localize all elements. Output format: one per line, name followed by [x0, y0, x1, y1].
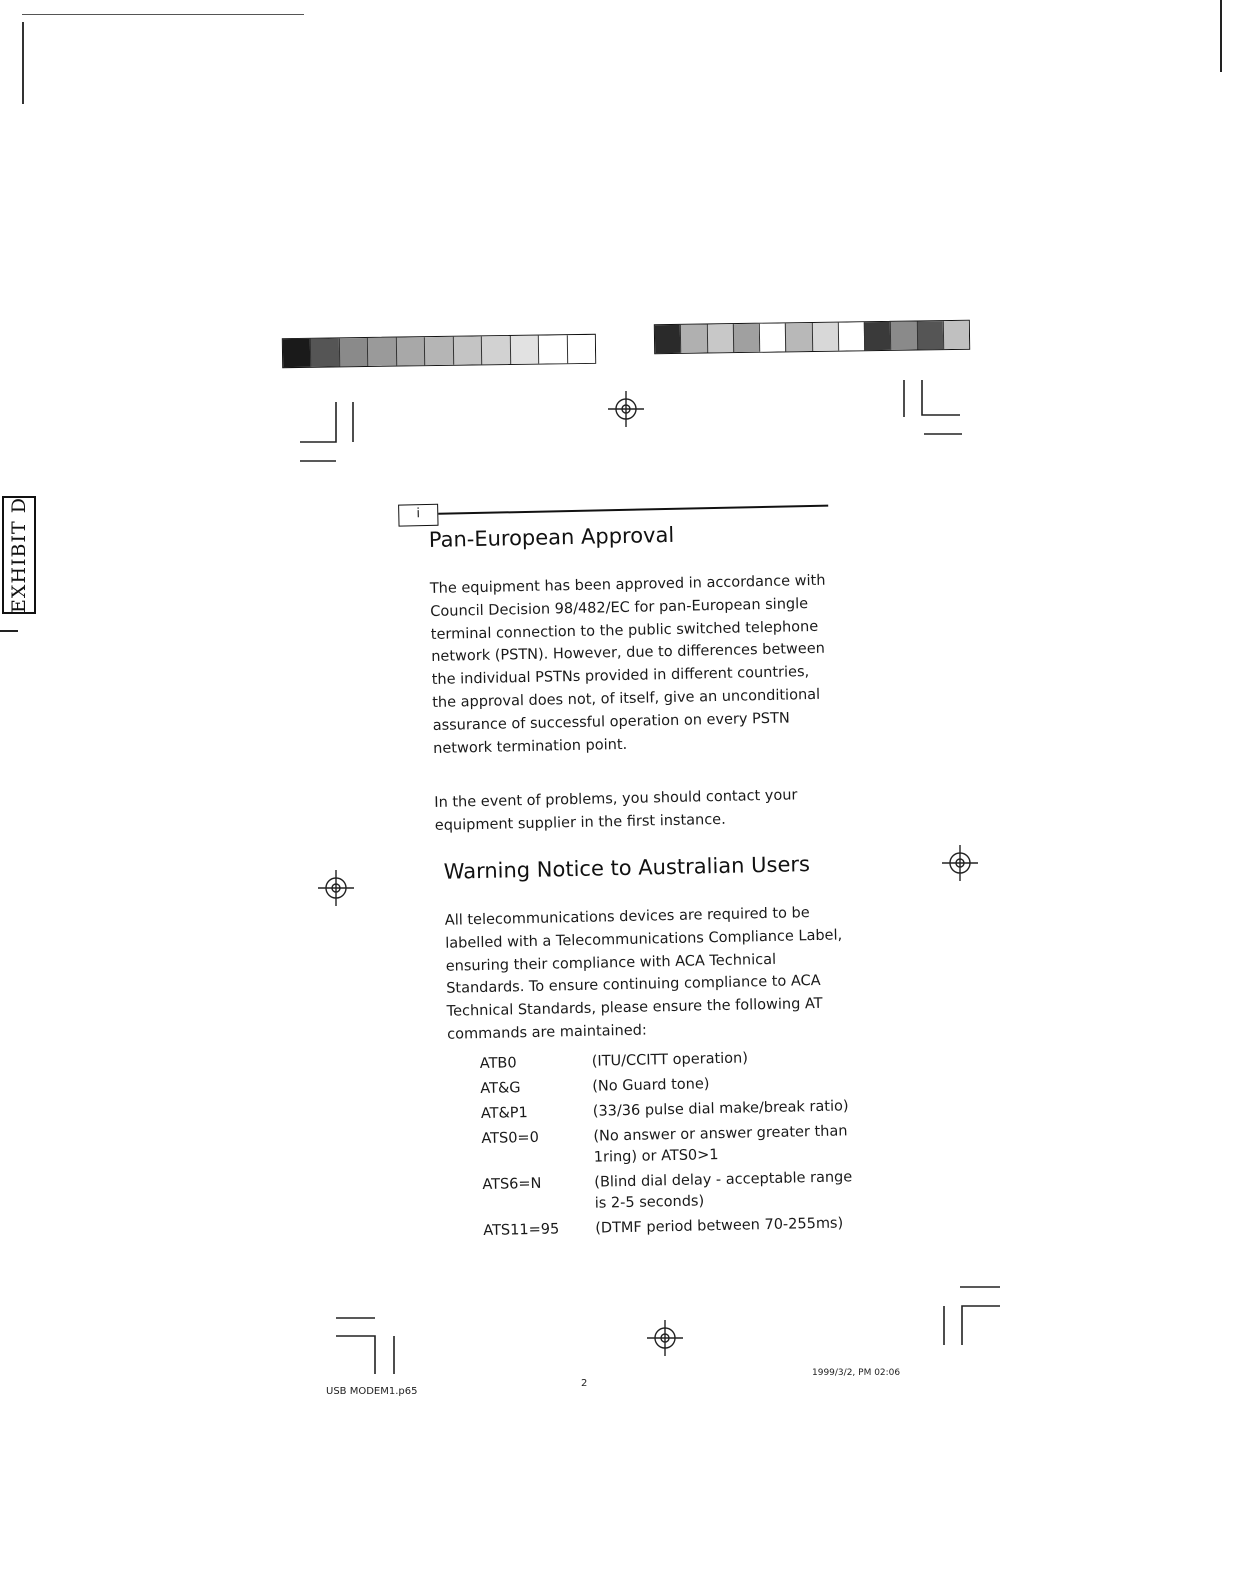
exhibit-stamp-label: EXHIBIT D	[8, 497, 30, 613]
calibration-left-swatch	[481, 336, 510, 364]
calibration-right-swatch	[890, 322, 917, 350]
crop-mark-top-right	[922, 380, 960, 415]
calibration-left-swatch	[538, 335, 567, 363]
at-command-description: (ITU/CCITT operation)	[591, 1050, 749, 1070]
color-calibration-bar-left	[282, 334, 596, 368]
calibration-right-swatch	[811, 323, 838, 351]
footer-page-number: 2	[581, 1378, 588, 1389]
at-command-list	[480, 1046, 864, 1246]
at-command-row	[482, 1167, 863, 1217]
at-command: AT&P1	[480, 1105, 528, 1123]
at-command-description: (DTMF period between 70-255ms)	[595, 1215, 844, 1237]
calibration-right-swatch	[655, 325, 681, 353]
calibration-right-swatch	[785, 323, 812, 351]
calibration-right-swatch	[733, 324, 760, 352]
header-rule	[438, 505, 828, 515]
crop-mark-top-left	[300, 402, 336, 442]
at-command-row	[480, 1071, 860, 1100]
scan-border-left	[22, 22, 24, 104]
pan-european-paragraph-1: The equipment has been approved in accordance with Council Decision 98/482/EC for pan-European single terminal connection to the public switched telephone network (PSTN). However, due to differences between the individual PSTNs provided in different countries, the approval does not, of itself, give an unconditional assurance of successful operation on every PSTN network termination point.	[429, 572, 826, 757]
color-calibration-bar-right	[654, 320, 970, 354]
footer-timestamp: 1999/3/2, PM 02:06	[812, 1368, 901, 1378]
calibration-left-swatch	[424, 337, 453, 365]
section-title-australian-warning: Warning Notice to Australian Users	[443, 852, 811, 884]
calibration-right-swatch	[864, 322, 891, 350]
at-command: ATS6=N	[482, 1175, 542, 1194]
calibration-left-swatch	[283, 339, 311, 367]
calibration-left-swatch	[396, 337, 425, 365]
crop-mark-bottom-right	[962, 1306, 1000, 1345]
calibration-right-swatch	[759, 323, 786, 351]
at-command: ATB0	[479, 1055, 517, 1073]
pan-european-paragraph-2: In the event of problems, you should contact your equipment supplier in the first instance.	[434, 787, 798, 834]
calibration-left-swatch	[367, 338, 396, 366]
footer-filename: USB MODEM1.p65	[326, 1386, 418, 1397]
document-content	[416, 491, 853, 1239]
australian-paragraph-1: All telecommunications devices are required to be labelled with a Telecommunications Compliance Label, ensuring their compliance with ACA Technical Standards. To ensure continuing compliance to ACA Technical Standards, please ensure the following AT commands are maintained:	[444, 905, 843, 1043]
section-title-pan-european: Pan-European Approval	[428, 522, 675, 552]
registration-mark-right	[942, 845, 978, 881]
calibration-right-swatch	[838, 322, 865, 350]
at-command-row	[483, 1213, 863, 1242]
at-command-description: (33/36 pulse dial make/break ratio)	[592, 1098, 849, 1120]
info-marker: i	[398, 504, 438, 527]
registration-mark-bottom	[647, 1320, 683, 1356]
registration-mark-left	[318, 870, 354, 906]
scan-border-right	[1220, 0, 1222, 72]
at-command: ATS11=95	[483, 1221, 560, 1239]
at-command-row	[480, 1046, 860, 1075]
at-command: AT&G	[480, 1080, 521, 1098]
at-command-row	[481, 1121, 862, 1171]
calibration-left-swatch	[310, 338, 339, 366]
calibration-right-swatch	[916, 321, 943, 349]
calibration-left-swatch	[566, 335, 595, 363]
exhibit-stamp	[2, 496, 36, 614]
calibration-left-swatch	[339, 338, 368, 366]
stamp-tick	[0, 630, 18, 632]
calibration-right-swatch	[706, 324, 733, 352]
at-command-row	[481, 1096, 861, 1125]
calibration-right-swatch	[680, 324, 707, 352]
at-command-description: (Blind dial delay - acceptable range is 2-5 seconds)	[594, 1169, 853, 1212]
crop-mark-bottom-left	[336, 1336, 375, 1374]
at-command-description: (No Guard tone)	[592, 1076, 710, 1095]
registration-mark-top	[608, 391, 644, 427]
at-command: ATS0=0	[481, 1129, 540, 1148]
calibration-left-swatch	[509, 336, 538, 364]
calibration-left-swatch	[453, 336, 482, 364]
calibration-right-swatch	[943, 321, 970, 349]
at-command-description: (No answer or answer greater than 1ring) or ATS0>1	[593, 1123, 848, 1166]
scan-border-top	[22, 14, 304, 15]
